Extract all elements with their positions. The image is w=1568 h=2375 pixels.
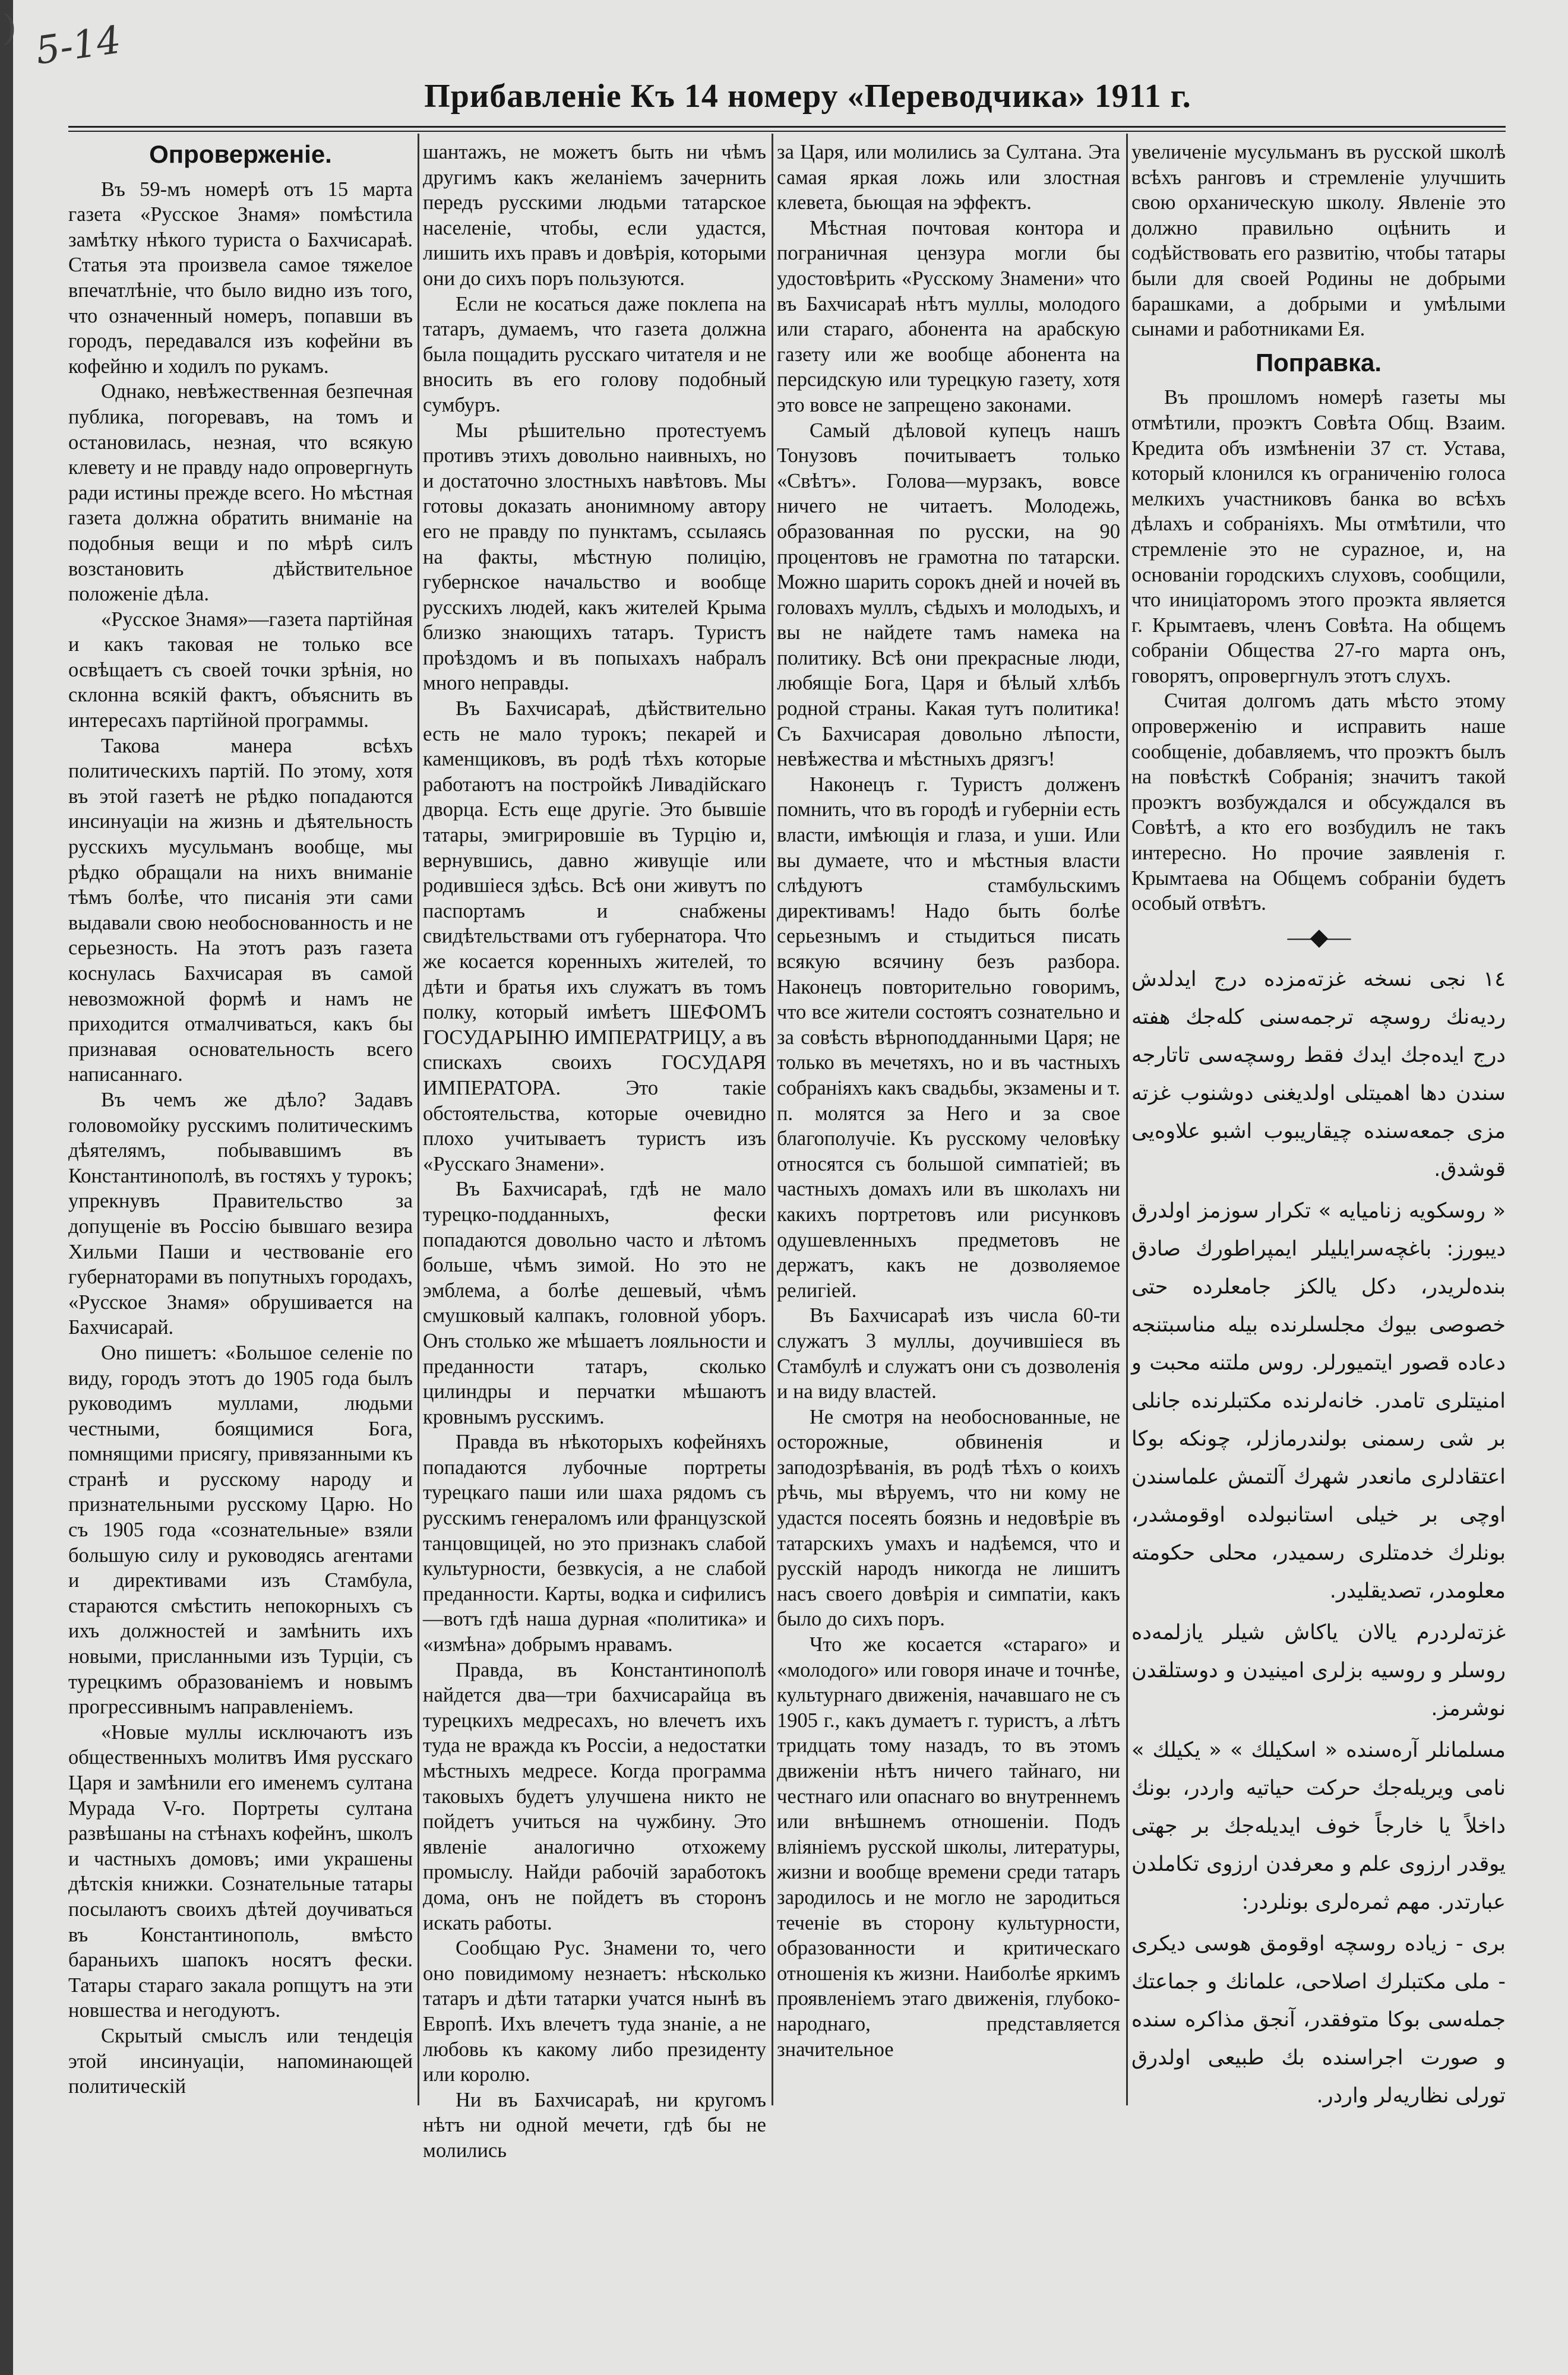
paragraph: Ни въ Бахчисараѣ, ни кругомъ нѣтъ ни одной мечети, гдѣ бы не молились [423, 2088, 766, 2162]
paragraph: шантажъ, не можетъ быть ни чѣмъ другимъ какъ желаніемъ зачернить передъ русскими людьми татарское населеніе, чтобы, если удастся, лишить ихъ правъ и довѣрія, которыми они до сихъ поръ пользуются. [423, 141, 766, 290]
paragraph: Мы рѣшительно протестуемъ противъ этихъ довольно наивныхъ, но и достаточно злостныхъ навѣтовъ. Мы готовы доказать анонимному автору его не правду по пунктамъ, ссылаясь на факты, мѣстную полицію, губернское начальство и вообще русскихъ людей, какъ жителей Крыма близко знающихъ татаръ. Туристъ проѣздомъ и въ попыхахъ набралъ много неправды. [423, 419, 766, 695]
paragraph: «Новые муллы исключаютъ изъ общественныхъ молитвъ Имя русскаго Царя и замѣнили его именемъ султана Мурада V-го. Портреты султана развѣшаны на стѣнахъ кофейнъ, школъ и частныхъ домовъ; ими украшены дѣтскія книжки. Сознательные татары посылаютъ своихъ дѣтей доучиваться въ Константинополь, вмѣсто бараньихъ шапокъ носятъ фески. Татары стараго закала ропщутъ на эти новшества и негодуютъ. [68, 1721, 413, 2022]
column-4 [1131, 140, 1506, 2118]
article-title-correction: Поправка. [1255, 348, 1382, 377]
column-3 [777, 140, 1120, 2062]
paragraph: за Царя, или молились за Султана. Эта самая яркая ложь или злостная клевета, бьющая на эффектъ. [777, 141, 1120, 214]
arabic-paragraph: « روسکویه زنامیایه » تکرار سوزمز اولدرق دیبورز: باغچه‌سرایلیلر ایمپراطورك صادق بنده‌لریدر، دکل یالکز جامعلرده حتی خصوصی بیوك مجلسلرنده بیله مناسبتنجه دعاده قصور ایتمیورلر. روس ملتنه محبت و امنیتلری تامدر. خانه‌لرنده مکتبلرنده جانلی بر شی رسمنی بولندرمازلر، چونکه بوکا اعتقادلری مانعدر شهرك آلتمش علماسندن اوچی بر خیلی استانبولده اوقومشدر، بونلرك خدمتلری رسمیدر، محلی حکومته معلومدر، تصدیقلیدر. [1131, 1199, 1506, 1604]
column-2 [423, 140, 766, 2164]
page-header: Прибавленіе Къ 14 номеру «Переводчика» 1911 г. [424, 78, 1191, 115]
paragraph: Въ 59-мъ номерѣ отъ 15 марта газета «Русское Знамя» помѣстила замѣтку нѣкого туриста о Бахчисараѣ. Статья эта произвела самое тяжелое впечатлѣніе, что было видно изъ того, что означенный номеръ, попавши въ городъ, передавался изъ кофейни въ кофейню и ходилъ по рукамъ. [68, 178, 413, 378]
paragraph: Въ чемъ же дѣло? Задавъ головомойку русскимъ политическимъ дѣятелямъ, побывавшимъ въ Константинополѣ, въ гостяхъ у турокъ; упрекнувъ Правительство за допущеніе въ Россію бывшаго везира Хильми Паши и чествованіе его губернаторами въ попутныхъ городахъ, «Русское Знамя» обрушивается на Бахчисарай. [68, 1088, 413, 1339]
column-rule [418, 134, 419, 2105]
paragraph: Въ Бахчисараѣ, гдѣ не мало турецко-подданныхъ, фески попадаются довольно часто и лѣтомъ больше, чѣмъ зимой. Но это не эмблема, а болѣе дешевый, чѣмъ смушковый калпакъ, головной уборъ. Онъ столько же мѣшаетъ лояльности и преданности татаръ, сколько цилиндры и перчатки мѣшаютъ кровнымъ русскимъ. [423, 1178, 766, 1428]
paragraph: Если не косаться даже поклепа на татаръ, думаемъ, что газета должна была пощадить русскаго читателя и не вносить въ его голову подобный сумбуръ. [423, 292, 766, 416]
paragraph: Скрытый смыслъ или тендеція этой инсинуаціи, напоминающей политическій [68, 2024, 413, 2098]
arabic-paragraph: غزته‌لردرم یالان یاکاش شیلر یازلمه‌ده روسلر و روسیه بزلری امینیدن و دوستلقدن نوشرمز. [1131, 1621, 1506, 1721]
paragraph: Такова манера всѣхъ политическихъ партій. По этому, хотя въ этой газетѣ не рѣдко попадаются инсинуаціи на жизнь и дѣятельность русскихъ мусульманъ вообще, мы рѣдко обращали на нихъ вниманіе тѣмъ болѣе, что писанія эти сами выдавали свою необоснованность и не серьезность. На этотъ разъ газета коснулась Бахчисарая въ самой невозможной формѣ и намъ не приходится отмалчиваться, какъ бы признавая основательность всего написаннаго. [68, 734, 413, 1086]
paragraph: Наконецъ г. Туристъ долженъ помнить, что въ городѣ и губерніи есть власти, имѣющія и глаза, и уши. Или вы думаете, что и мѣстныя власти слѣдуютъ стамбульскимъ директивамъ! Надо быть болѣе серьезнымъ и стыдиться писать всякую всячину безъ разбора. Наконецъ повторительно говоримъ, что все жители состоятъ сознательно и за совѣсть вѣрноподданными Царя; не только въ мечетяхъ, но и въ частныхъ собраніяхъ какъ свадьбы, экзамены и т. п. молятся за Него и за свое благополучіе. Къ русскому человѣку относятся съ большой симпатіей; въ частныхъ домахъ или въ школахъ ни какихъ портретовъ или рисунковъ одушевленныхъ предметовъ не держатъ, какъ не дозволяемое религіей. [777, 773, 1120, 1302]
arabic-paragraph: ١٤ نجی نسخه غزته‌مزده درج ایدلدش ردیه‌نك روسچه ترجمه‌سنی کله‌جك هفته درج ایده‌جك ایدك فقط روسچه‌سی تاتارجه سندن دها اهمیتلی اولدیغنی دوشنوب غزته مزی جمعه‌سنده چیقاریبوب اشبو علاوه‌یی قوشدق. [1131, 967, 1506, 1182]
arabic-paragraph: مسلمانلر آره‌سنده « اسکیلك » « یکیلك » نامی ویریله‌جك حرکت حیاتیه واردر، بونك داخلاً یا خارجاً خوف ایدیله‌جك بر جهتی یوقدر ارزوی علم و معرفدن ارزوی تکاملدن عبارتدر. مهم ثمره‌لری بونلردر: [1131, 1738, 1506, 1915]
paragraph: Правда въ нѣкоторыхъ кофейняхъ попадаются лубочные портреты турецкаго паши или шаха рядомъ съ русскимъ генераломъ или французской танцовщицей, но это признакъ слабой культурности, безвкусія, а не слабой преданности. Карты, водка и сифилисъ—вотъ гдѣ наша дурная «политика» и «измѣна» добрымъ нравамъ. [423, 1431, 766, 1656]
column-rule [772, 134, 773, 2105]
paragraph: Въ прошломъ номерѣ газеты мы отмѣтили, проэктъ Совѣта Общ. Взаим. Кредита объ измѣненіи 37 ст. Устава, который клонился къ ограниченію голоса мелкихъ участниковъ банка во всѣхъ дѣлахъ и собраніяхъ. Мы отмѣтили, что стремленіе это не сурazное, и, на основаніи городскихъ слуховъ, сообщили, что иниціаторомъ этого проэкта является г. Крымтаевъ, членъ Совѣта. На общемъ собраніи Общества 27-го марта онъ, говорятъ, опровергнулъ этотъ слухъ. [1131, 386, 1506, 687]
paragraph: Въ Бахчисараѣ изъ числа 60-ти служатъ 3 муллы, доучившіеся въ Стамбулѣ и служатъ они съ дозволенія и на виду властей. [777, 1304, 1120, 1403]
paragraph: Оно пишетъ: «Большое селеніе по виду, городъ этотъ до 1905 года былъ руководимъ муллами, людьми честными, боящимися Бога, помнящими присягу, привязанными къ странѣ и русскому народу и признательными русскому Царю. Но съ 1905 года «сознательные» взяли большую силу и руководясь агентами и директивами изъ Стамбула, стараются смѣстить непокорныхъ съ ихъ должностей и замѣнить ихъ новыми, присланными изъ Турціи, съ турецкимъ образованіемъ и новымъ прогрессивнымъ направленіемъ. [68, 1341, 413, 1719]
header-rule-2 [68, 131, 1506, 132]
header-rule [68, 126, 1506, 128]
column-1 [68, 140, 413, 2099]
paragraph: Не смотря на необоснованные, не осторожные, обвиненія и заподозрѣванія, въ родѣ тѣхъ о коихъ рѣчь, мы вѣруемъ, что ни кому не удастся посеять боязнь и недовѣріе въ татарскихъ умахъ и надѣемся, что и русскій народъ никогда не лишитъ насъ своего довѣрія и симпатіи, какъ было до сихъ поръ. [777, 1405, 1120, 1631]
paragraph: Въ Бахчисараѣ, дѣйствительно есть не мало турокъ; пекарей и каменщиковъ, въ родѣ тѣхъ которые работаютъ на постройкѣ Ливадійскаго дворца. Есть еще другіе. Это бывшіе татары, эмигрировшіе въ Турцію и, вернувшись, давно живущіе или родившіеся здѣсь. Всѣ они живутъ по паспортамъ и снабжены свидѣтельствами отъ губернатора. Что же косается коренныхъ жителей, то дѣти и братья ихъ служатъ въ томъ полку, который имѣетъ ШЕФОМЪ ГОСУДАРЫНЮ ИМПЕРАТРИЦУ, а въ спискахъ своихъ ГОСУДАРЯ ИМПЕРАТОРА. Это такіе обстоятельства, которые очевидно плохо учитываетъ туристъ изъ «Русскаго Знамени». [423, 697, 766, 1175]
article-title-refutation: Опроверженіе. [149, 140, 332, 168]
arabic-paragraph: برى - زیاده روسچه اوقومق هوسی دیکری - ملی مکتبلرك اصلاحی، علمانك و جماعتك جمله‌سی بوكا متوفقدر، آنجق مذاکره سنده و صورت اجراسنده بك طبیعی اولدرق تورلی نظاریه‌لر واردر. [1131, 1932, 1506, 2108]
paragraph: Что же косается «стараго» и «молодого» или говоря иначе и точнѣе, культурнаго движенія, начавшаго не съ 1905 г., какъ думаетъ г. туристъ, а лѣтъ тридцать тому назадъ, то въ этомъ движеніи нѣтъ ничего тайнаго, ни честнаго или опаснаго во внутреннемъ или внѣшнемъ отношеніи. Подъ вліяніемъ русской школы, литературы, жизни и вообще времени среди татаръ зародилось и не могло не зародиться теченіе въ сторону культурности, образованности и критическаго отношенія къ жизни. Наиболѣе яркимъ проявленіемъ этаго движенія, глубоко-народнаго, представляется значительное [777, 1633, 1120, 2061]
paragraph: увеличеніе мусульманъ въ русской школѣ всѣхъ ранговъ и стремленіе улучшить свою орханическую школу. Явленіе это должно правильно оцѣнить и содѣйствовать его развитію, чтобы татары были для своей Родины не добрыми барашками, а добрыми и умѣлыми сынами и работниками Ея. [1131, 141, 1506, 341]
handwritten-page-number: 5-14 [33, 18, 124, 74]
scan-edge [0, 0, 13, 2375]
paragraph: «Русское Знамя»—газета партійная и какъ таковая не только все освѣщаетъ съ своей точки зрѣнія, но склонна всякій фактъ, объяснить въ интересахъ партійной программы. [68, 608, 413, 732]
column-rule [1126, 134, 1128, 2105]
margin-mark: ) [4, 7, 15, 46]
paragraph: Считая долгомъ дать мѣсто этому опроверженію и исправить наше сообщеніе, добавляемъ, что проэктъ былъ на повѣсткѣ Собранія; значитъ такой проэктъ возбуждался и обсуждался въ Совѣтѣ, а кто его возбудилъ не такъ интересно. Но прочие заявленія г. Крымтаева на Общемъ собраніи будетъ особый отвѣтъ. [1131, 690, 1506, 915]
paragraph: Самый дѣловой купецъ нашъ Тонузовъ почитываетъ только «Свѣтъ». Голова—мурзакъ, вовсе ничего не читаетъ. Молодежь, образованная по русски, на 90 процентовъ не грамотна по татарски. Можно шарить сорокъ дней и ночей въ головахъ муллъ, сѣдыхъ и молодыхъ, и вы не найдете тамъ намека на политику. Всѣ они прекрасные люди, любящіе Бога, Царя и бѣлый хлѣбъ родной страны. Какая тутъ политика! Съ Бахчисарая довольно лѣпости, невѣжества и мѣстныхъ дрязгъ! [777, 419, 1120, 771]
ornament-divider: —◆— [1287, 923, 1350, 950]
paragraph: Правда, въ Константинополѣ найдется два—три бахчисарайца въ турецкихъ медресахъ, но влечетъ ихъ туда не вражда къ Россіи, а недостатки мѣстныхъ медресе. Когда программа таковыхъ будетъ улучшена никто не пойдетъ учиться на чужбину. Это явленіе аналогично отхожему промыслу. Найди рабочій заработокъ дома, онъ не пойдетъ въ сторонъ искать работы. [423, 1658, 766, 1934]
paragraph: Мѣстная почтовая контора и пограничная цензура могли бы удостовѣрить «Русскому Знамени» что въ Бахчисараѣ нѣтъ муллы, молодого или стараго, абонента на арабскую газету или же вообще абонента на персидскую или турецкую газету, хотя это вовсе не запрещено законами. [777, 216, 1120, 416]
paragraph: Сообщаю Рус. Знамени то, чего оно повидимому незнаетъ: нѣсколько татаръ и дѣти татарки учатся нынѣ въ Европѣ. Ихъ влечетъ туда знаніе, а не любовь къ какому либо президенту или королю. [423, 1937, 766, 2086]
paragraph: Однако, невѣжественная безпечная публика, погоревавъ, на томъ и остановилась, незная, что всякую клевету и не правду надо опровергнуть ради истины прежде всего. Но мѣстная газета должна обратить вниманіе на подобныя вещи и по мѣрѣ силъ возстановить дѣйствительное положеніе дѣла. [68, 380, 413, 606]
